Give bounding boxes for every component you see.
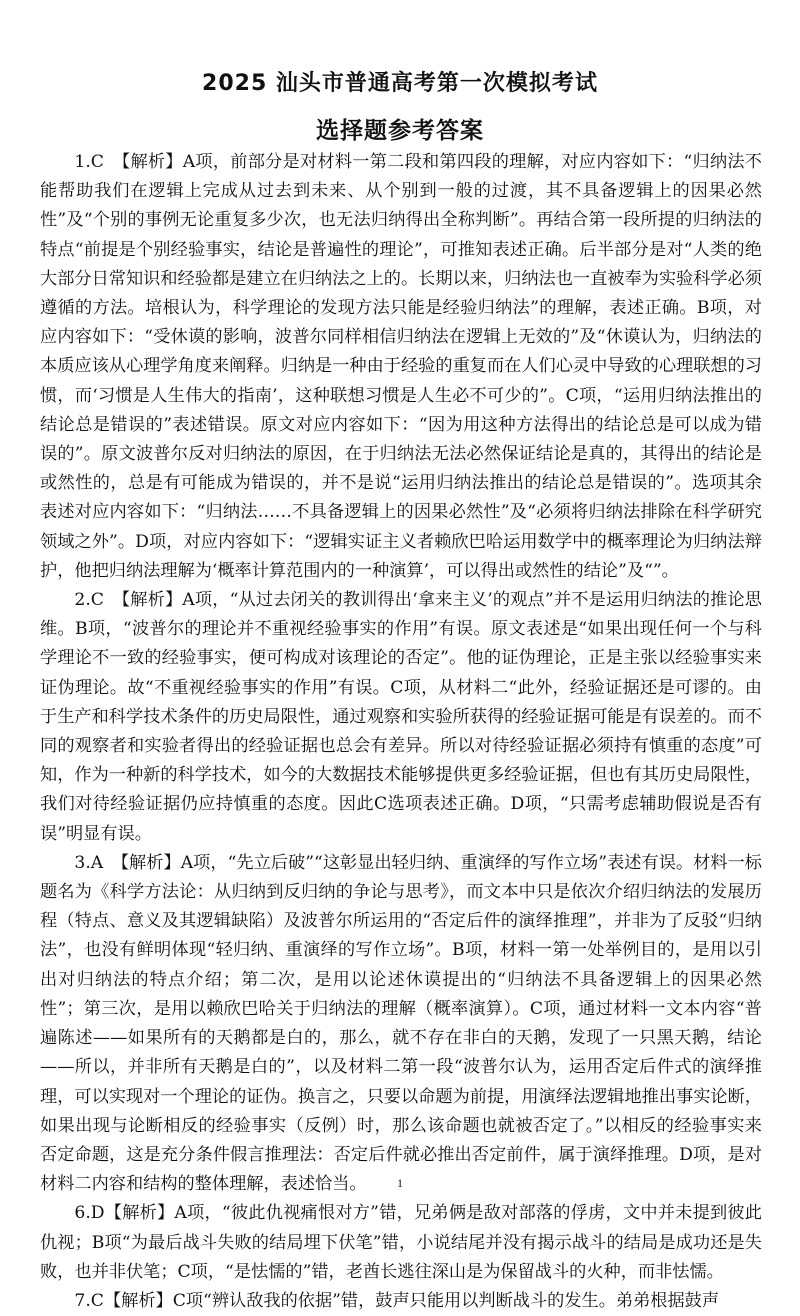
answer-7: 7.C【解析】C项“辨认敌我的依据”错，鼓声只能用以判断战斗的发生。弟弟根据鼓声 [74, 1290, 720, 1311]
answer-2: 2.C 【解析】A项，“从过去闭关的教训得出‘拿来主义’的观点”并不是运用归纳法的推论思维。B项，“波普尔的理论并不重视经验事实的作用”有误。原文表述是“如果出现任何一个与科学理论不一致的经验事实，便可构成对该理论的否定”。他的证伪理论，正是主张以经验事实来证伪理论。故“不重视经验事实的作用”有误。C项，从材料二“此外，经验证据还是可谬的。由于生产和科学技术条件的历史局限性，通过观察和实验所获得的经验证据可能是有误差的。而不同的观察者和实验者得出的经验证据也总会有差异。所以对待经验证据必须持有慎重的态度”可知，作为一种新的科学技术，如今的大数据技术能够提供更多经验证据，但也有其历史局限性，我们对待经验证据仍应持慎重的态度。因此C选项表述正确。D项，“只需考虑辅助假说是否有误”明显有误。 [40, 590, 762, 844]
answer-6: 6.D【解析】A项，“彼此仇视痛恨对方”错，兄弟俩是敌对部落的俘虏，文中并未提到彼此仇视；B项“为最后战斗失败的结局埋下伏笔”错，小说结尾并没有揭示战斗的结局是成功还是失败，也并非伏笔；C项，“是怯懦的”错，老酋长逃往深山是为保留战斗的火种，而非怯懦。 [40, 1203, 762, 1282]
page-title: 2025 汕头市普通高考第一次模拟考试 [202, 71, 598, 96]
page-number: 1 [397, 1176, 403, 1190]
answer-3: 3.A 【解析】A项，“先立后破”“这彰显出轻归纳、重演绎的写作立场”表述有误。材料一标题名为《科学方法论：从归纳到反归纳的争论与思考》，而文本中只是依次介绍归纳法的发展历程（特点、意义及其逻辑缺陷）及波普尔所运用的“否定后件的演绎推理”，并非为了反驳“归纳法”，也没有鲜明体现“轻归纳、重演绎的写作立场”。B项，材料一第一处举例目的，是用以引出对归纳法的特点介绍；第二次，是用以论述休谟提出的“归纳法不具备逻辑上的因果必然性”；第三次，是用以赖欣巴哈关于归纳法的理解（概率演算）。C项，通过材料一文本内容“普遍陈述——如果所有的天鹅都是白的，那么，就不存在非白的天鹅，发现了一只黑天鹅，结论——所以，并非所有天鹅是白的”，以及材料二第一段“波普尔认为，运用否定后件式的演绎推理，可以实现对一个理论的证伪。换言之，只要以命题为前提，用演绎法逻辑地推出事实论断，如果出现与论断相反的经验事实（反例）时，那么该命题也就被否定了。”以相反的经验事实来否定命题，这是充分条件假言推理法：否定后件就必推出否定前件，属于演绎推理。D项，是对材料二内容和结构的整体理解，表述恰当。 [40, 852, 762, 1195]
answer-content [40, 148, 762, 1316]
answer-1: 1.C 【解析】A项，前部分是对材料一第二段和第四段的理解，对应内容如下：“归纳法不能帮助我们在逻辑上完成从过去到未来、从个别到一般的过渡，其不具备逻辑上的因果必然性”及“个别的事例无论重复多少次，也无法归纳得出全称判断”。再结合第一段所提的归纳法的特点“前提是个别经验事实，结论是普遍性的理论”，可推知表述正确。后半部分是对“人类的绝大部分日常知识和经验都是建立在归纳法之上的。长期以来，归纳法也一直被奉为实验科学必须遵循的方法。培根认为，科学理论的发现方法只能是经验归纳法”的理解，表述正确。B项，对应内容如下：“受休谟的影响，波普尔同样相信归纳法在逻辑上无效的”及“休谟认为，归纳法的本质应该从心理学角度来阐释。归纳是一种由于经验的重复而在人们心灵中导致的心理联想的习惯，而‘习惯是人生伟大的指南’，这种联想习惯是人生必不可少的”。C项，“运用归纳法推出的结论总是错误的”表述错误。原文对应内容如下：“因为用这种方法得出的结论总是可以成为错误的”。原文波普尔反对归纳法的原因，在于归纳法无法必然保证结论是真的，其得出的结论是或然性的，总是有可能成为错误的，并不是说“运用归纳法推出的结论总是错误的”。选项其余表述对应内容如下：“归纳法……不具备逻辑上的因果必然性”及“必须将归纳法排除在科学研究领域之外”。D项，对应内容如下：“逻辑实证主义者赖欣巴哈运用数学中的概率理论为归纳法辩护，他把归纳法理解为‘概率计算范围内的一种演算’，可以得出或然性的结论”及“”。 [40, 152, 762, 581]
page-subtitle: 选择题参考答案 [316, 118, 484, 144]
